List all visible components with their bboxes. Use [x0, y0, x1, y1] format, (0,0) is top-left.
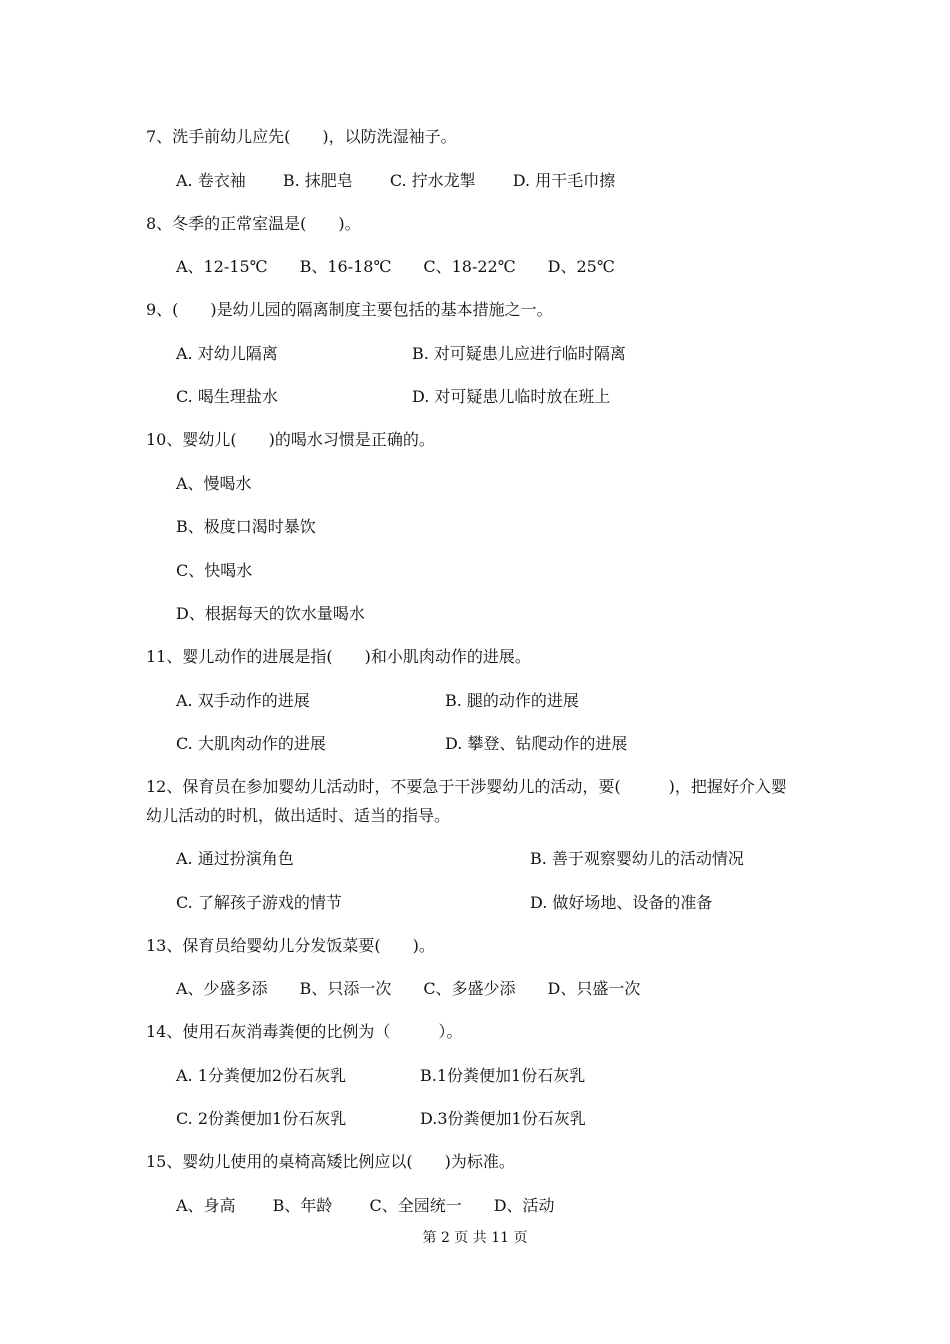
- question-13-stem: 13、保育员给婴幼儿分发饭菜要( )。: [146, 936, 435, 955]
- question-12-stem-line1: 12、保育员在参加婴幼儿活动时，不要急于干涉婴幼儿的活动，要( )，把握好介入婴: [146, 777, 787, 796]
- question-15-stem: 15、婴幼儿使用的桌椅高矮比例应以( )为标准。: [146, 1152, 515, 1171]
- question-9-option-a: A. 对幼儿隔离: [176, 344, 278, 363]
- question-14-option-b: B.1份粪便加1份石灰乳: [420, 1066, 586, 1085]
- question-13-options: A、少盛多添 B、只添一次 C、多盛少添 D、只盛一次: [176, 979, 641, 998]
- question-10-option-a: A、慢喝水: [176, 474, 252, 493]
- question-11-option-a: A. 双手动作的进展: [176, 691, 310, 710]
- question-12-option-b: B. 善于观察婴幼儿的活动情况: [530, 849, 744, 868]
- question-9-option-d: D. 对可疑患儿临时放在班上: [412, 387, 611, 406]
- question-10-option-b: B、极度口渴时暴饮: [176, 517, 316, 536]
- question-14-stem: 14、使用石灰消毒粪便的比例为（ ）。: [146, 1022, 463, 1041]
- question-10-option-d: D、根据每天的饮水量喝水: [176, 604, 365, 623]
- question-7-options: A. 卷衣袖 B. 抹肥皂 C. 拧水龙掣 D. 用干毛巾擦: [176, 171, 616, 190]
- page-footer: 第 2 页 共 11 页: [422, 1230, 528, 1246]
- question-14-option-d: D.3份粪便加1份石灰乳: [420, 1109, 586, 1128]
- question-11-option-c: C. 大肌肉动作的进展: [176, 734, 326, 753]
- question-10-stem: 10、婴幼儿( )的喝水习惯是正确的。: [146, 430, 435, 449]
- question-9-option-b: B. 对可疑患儿应进行临时隔离: [412, 344, 626, 363]
- question-12-option-a: A. 通过扮演角色: [176, 849, 294, 868]
- question-10-option-c: C、快喝水: [176, 561, 253, 580]
- question-12-option-c: C. 了解孩子游戏的情节: [176, 893, 342, 912]
- question-14-option-c: C. 2份粪便加1份石灰乳: [176, 1109, 347, 1128]
- question-8-options: A、12-15℃ B、16-18℃ C、18-22℃ D、25℃: [176, 257, 615, 276]
- question-11-stem: 11、婴儿动作的进展是指( )和小肌肉动作的进展。: [146, 647, 531, 666]
- question-12-option-d: D. 做好场地、设备的准备: [530, 893, 713, 912]
- question-12-stem-line2: 幼儿活动的时机，做出适时、适当的指导。: [146, 806, 451, 825]
- question-11-option-b: B. 腿的动作的进展: [445, 691, 579, 710]
- question-11-option-d: D. 攀登、钻爬动作的进展: [445, 734, 628, 753]
- question-9-option-c: C. 喝生理盐水: [176, 387, 278, 406]
- question-15-options: A、身高 B、年龄 C、全园统一 D、活动: [176, 1196, 555, 1215]
- question-9-stem: 9、( )是幼儿园的隔离制度主要包括的基本措施之一。: [146, 300, 553, 319]
- question-8-stem: 8、冬季的正常室温是( )。: [146, 214, 361, 233]
- question-7-stem: 7、洗手前幼儿应先( )，以防洗湿袖子。: [146, 127, 457, 146]
- question-14-option-a: A. 1分粪便加2份石灰乳: [176, 1066, 347, 1085]
